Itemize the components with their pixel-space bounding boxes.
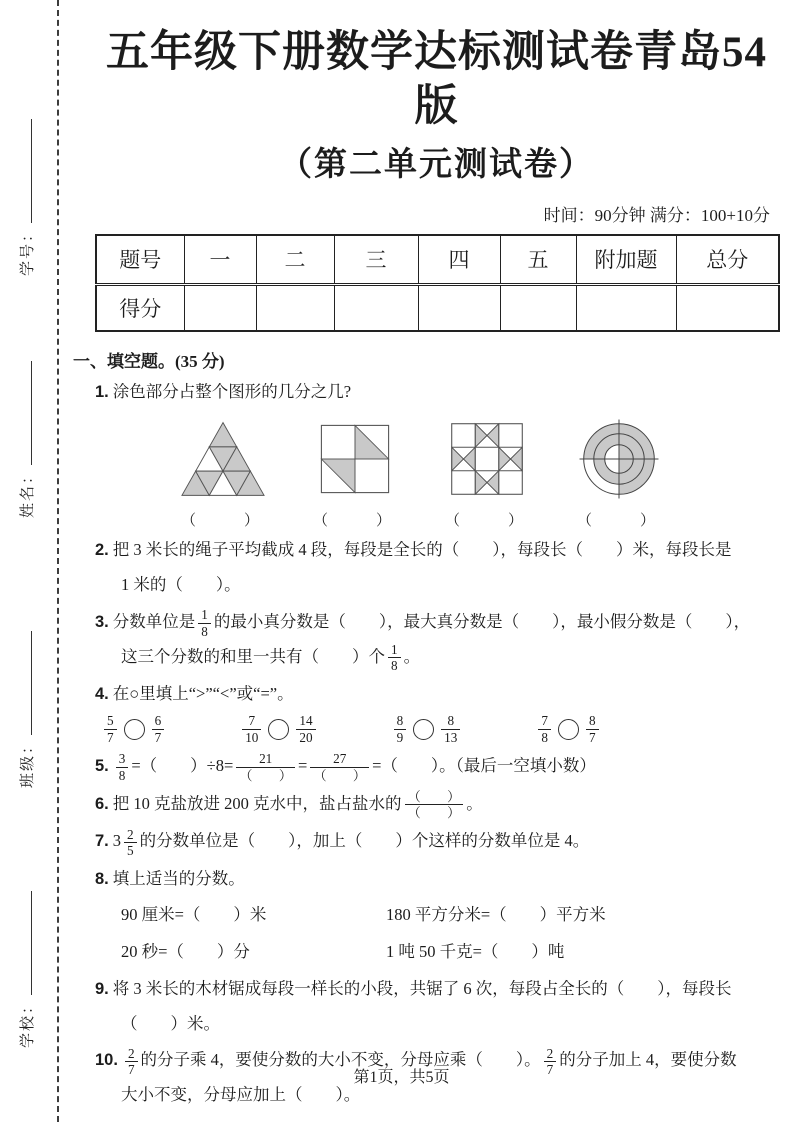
- fraction: $\frac{27}{( )}$: [310, 751, 369, 782]
- score-header-cell: 总分: [676, 235, 779, 285]
- section-1-title: 一、填空题。(35 分): [73, 351, 225, 371]
- fraction: $\frac{14}{20}$: [296, 713, 315, 744]
- conversion-item: 1 吨 50 千克=（ ）吨: [386, 942, 565, 962]
- score-header-cell: 三: [334, 235, 418, 285]
- question-8: [95, 862, 778, 897]
- fraction: $\frac{21}{( )}$: [236, 751, 295, 782]
- fraction-comparison: [535, 713, 601, 744]
- question-number: 8.: [95, 870, 109, 889]
- comparison-circle: [124, 719, 145, 740]
- question-text: 大小不变，分母应加上（ ）。: [121, 1085, 361, 1105]
- fraction-comparison: [239, 713, 318, 744]
- question-text: 填上适当的分数。: [112, 869, 245, 889]
- score-header-cell: 二: [256, 235, 334, 285]
- exam-meta: 时间：90分钟 满分：100+10分: [543, 205, 770, 225]
- score-cell-empty: [184, 284, 256, 331]
- answer-blank: （ ）: [576, 513, 661, 530]
- score-header-cell: 附加题: [576, 235, 676, 285]
- figure-concentric-circles: [571, 417, 667, 530]
- question-7: [95, 824, 778, 859]
- fraction-comparison: [101, 713, 167, 744]
- question-text: 把 3 米长的绳子平均截成 4 段，每段是全长的（ ），每段长（ ）米，每段长是: [112, 540, 732, 560]
- score-table-score-row: [96, 284, 779, 331]
- score-cell-empty: [500, 284, 576, 331]
- triangle-figure-svg: [175, 417, 271, 501]
- question-text: 这三个分数的和里一共有（ ）个: [121, 646, 385, 666]
- question-3: [95, 605, 778, 674]
- score-row-label: 得分: [96, 284, 184, 331]
- fraction: $\frac{7}{10}$: [242, 713, 261, 744]
- page-subtitle: （第二单元测试卷）: [279, 146, 594, 183]
- fraction: $\frac{8}{13}$: [441, 713, 460, 744]
- score-table-header-row: [96, 235, 779, 285]
- question-6: [95, 787, 778, 822]
- school-label: 学校：: [20, 996, 36, 1048]
- fill-in-line: [18, 631, 33, 735]
- score-cell-empty: [334, 284, 418, 331]
- question-text: 的分子加上 4，要使分数: [559, 1050, 737, 1070]
- question-number: 10.: [95, 1051, 118, 1070]
- question-text: 。: [466, 793, 483, 813]
- question-2: [95, 533, 778, 602]
- question-number: 3.: [95, 612, 109, 631]
- student-id-label: 学号：: [20, 224, 36, 276]
- question-text: 1 米的（ ）。: [121, 575, 241, 595]
- figure-triangle: [175, 417, 271, 530]
- name-label: 姓名：: [20, 466, 36, 518]
- fraction: $\frac{2}{7}$: [544, 1046, 557, 1077]
- question-text: =（ ）÷8=: [131, 755, 234, 775]
- score-header-cell: 五: [500, 235, 576, 285]
- page-title: 五年级下册数学达标测试卷青岛54版: [106, 29, 767, 130]
- score-table: [95, 234, 780, 332]
- margin-field-school: [16, 891, 37, 1048]
- question-text: 的分数单位是（ ），加上（ ）个这样的分数单位是 4。: [139, 831, 590, 851]
- figure-grid-star: [439, 417, 535, 530]
- question-text: 。: [403, 646, 421, 666]
- circles-figure-svg: [576, 417, 662, 501]
- question-number: 9.: [95, 979, 109, 998]
- question-text: =（ ）。（最后一空填小数）: [372, 755, 596, 775]
- class-label: 班级：: [20, 736, 36, 788]
- question-number: 4.: [95, 684, 109, 703]
- page-footer: 第1页，共5页: [353, 1069, 450, 1086]
- question-text: 在○里填上“>”“<”或“=”。: [112, 683, 294, 703]
- question-text: =: [298, 755, 308, 775]
- answer-blank: （ ）: [444, 513, 529, 530]
- score-header-cell: 一: [184, 235, 256, 285]
- question-1: [95, 375, 778, 410]
- fill-in-line: [18, 119, 33, 223]
- comparison-circle: [268, 719, 289, 740]
- margin-field-name: [16, 361, 37, 518]
- fraction: $\frac{3}{8}$: [116, 751, 129, 782]
- fraction: $\frac{1}{8}$: [198, 607, 211, 638]
- question-text: 的分子乘 4，要使分数的大小不变，分母应乘（ ）。: [140, 1050, 541, 1070]
- question-number: 1.: [95, 382, 109, 401]
- binding-dashed-line: [57, 0, 59, 1122]
- fraction-comparison: [391, 713, 464, 744]
- fraction: $\frac{2}{7}$: [125, 1046, 138, 1077]
- mixed-number-whole: 3: [112, 831, 122, 851]
- question-4: [95, 677, 778, 712]
- square-figure-svg: [312, 417, 398, 501]
- grid-star-figure-svg: [444, 417, 530, 501]
- question-5: [95, 749, 778, 784]
- comparison-circle: [558, 719, 579, 740]
- question-text: 将 3 米长的木材锯成每段一样长的小段，共锯了 6 次，每段占全长的（ ），每段长: [112, 978, 732, 998]
- question-4-comparisons: [101, 713, 778, 744]
- answer-blank: （ ）: [312, 513, 397, 530]
- score-cell-empty: [418, 284, 500, 331]
- score-cell-empty: [676, 284, 779, 331]
- question-text: 的最小真分数是（ ），最大真分数是（ ），最小假分数是（ ），: [213, 611, 751, 631]
- fraction: $\frac{8}{9}$: [394, 713, 407, 744]
- fraction: $\frac{( )}{( )}$: [405, 789, 464, 820]
- fill-in-line: [18, 361, 33, 465]
- margin-field-class: [16, 631, 37, 788]
- fraction: $\frac{7}{8}$: [538, 713, 551, 744]
- question-1-figures: [175, 417, 778, 530]
- paper-content: [73, 26, 778, 1115]
- score-cell-empty: [256, 284, 334, 331]
- question-number: 5.: [95, 756, 109, 775]
- comparison-circle: [413, 719, 434, 740]
- conversion-item: 90 厘米=（ ）米: [121, 905, 267, 925]
- conversion-item: 20 秒=（ ）分: [121, 942, 250, 962]
- figure-square-quarters: [307, 417, 403, 530]
- score-header-cell: 题号: [96, 235, 184, 285]
- question-text: （ ）米。: [121, 1013, 220, 1033]
- question-text: 分数单位是: [112, 611, 196, 631]
- question-number: 6.: [95, 794, 109, 813]
- fraction: $\frac{8}{7}$: [586, 713, 599, 744]
- fraction: $\frac{5}{7}$: [104, 713, 117, 744]
- conversion-item: 180 平方分米=（ ）平方米: [386, 905, 606, 925]
- fill-in-line: [18, 891, 33, 995]
- question-9: [95, 972, 778, 1041]
- question-text: 把 10 克盐放进 200 克水中，盐占盐水的: [112, 793, 402, 813]
- score-cell-empty: [576, 284, 676, 331]
- margin-field-student-id: [16, 119, 37, 276]
- question-number: 7.: [95, 832, 109, 851]
- question-text: 涂色部分占整个图形的几分之几?: [112, 381, 352, 401]
- fraction: $\frac{1}{8}$: [388, 642, 401, 673]
- question-8-conversions: [121, 899, 778, 968]
- question-number: 2.: [95, 541, 109, 560]
- answer-blank: （ ）: [180, 513, 265, 530]
- fraction: $\frac{2}{5}$: [124, 827, 137, 858]
- fraction: $\frac{6}{7}$: [152, 713, 165, 744]
- score-header-cell: 四: [418, 235, 500, 285]
